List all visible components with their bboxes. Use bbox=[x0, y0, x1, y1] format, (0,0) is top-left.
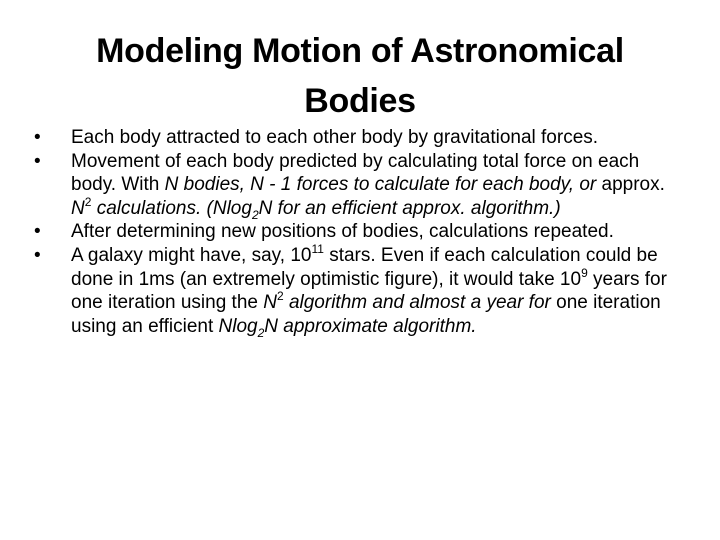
bullet-dot: • bbox=[34, 244, 41, 266]
text-run: Movement of each body predicted by calculating total force on each body. With bbox=[71, 150, 640, 196]
text-run: stars. Even if each calculation could be done in 1ms (an extremely optimistic figure), it would take 10 bbox=[71, 244, 658, 290]
bullet-text bbox=[71, 127, 598, 148]
bullet-text bbox=[71, 221, 614, 242]
bullet-item bbox=[34, 150, 684, 221]
text-run: N bodies, N - 1 forces to calculate for each body, or bbox=[164, 174, 602, 196]
text-run: algorithm and almost a year for bbox=[283, 292, 557, 314]
text-run: N bbox=[263, 292, 277, 314]
bullet-item bbox=[34, 241, 684, 340]
slide-title-line-2: Bodies bbox=[304, 82, 416, 120]
superscript-text: 2 bbox=[84, 194, 92, 209]
superscript-text: 11 bbox=[311, 241, 324, 256]
subscript-text: 2 bbox=[251, 207, 259, 222]
text-run: years for one iteration using the bbox=[71, 268, 667, 314]
bullet-text bbox=[71, 150, 665, 222]
text-run: Each body attracted to each other body by gravitational forces. bbox=[71, 127, 599, 148]
superscript-text: 2 bbox=[276, 289, 284, 304]
text-run: After determining new positions of bodies, calculations repeated. bbox=[71, 221, 614, 243]
text-run: calculations. (Nlog bbox=[91, 197, 252, 219]
text-run: N bbox=[71, 197, 85, 219]
bullet-text bbox=[71, 241, 667, 340]
text-run: N for an efficient approx. algorithm.) bbox=[258, 197, 561, 219]
subscript-text: 2 bbox=[257, 325, 265, 340]
bullet-list bbox=[34, 126, 684, 338]
bullet-item bbox=[34, 126, 684, 150]
text-run: A galaxy might have, say, 10 bbox=[71, 244, 312, 266]
slide-title bbox=[60, 26, 660, 126]
text-run: Nlog bbox=[218, 315, 258, 337]
superscript-text: 9 bbox=[581, 265, 588, 280]
bullet-item bbox=[34, 220, 684, 244]
bullet-dot: • bbox=[34, 127, 41, 148]
bullet-dot: • bbox=[34, 150, 41, 172]
text-run: one iteration using an efficient bbox=[71, 292, 661, 337]
text-run: approx. bbox=[601, 174, 665, 196]
slide-title-line-1: Modeling Motion of Astronomical bbox=[96, 32, 624, 70]
text-run: N approximate algorithm. bbox=[264, 315, 477, 337]
bullet-dot: • bbox=[34, 221, 41, 243]
